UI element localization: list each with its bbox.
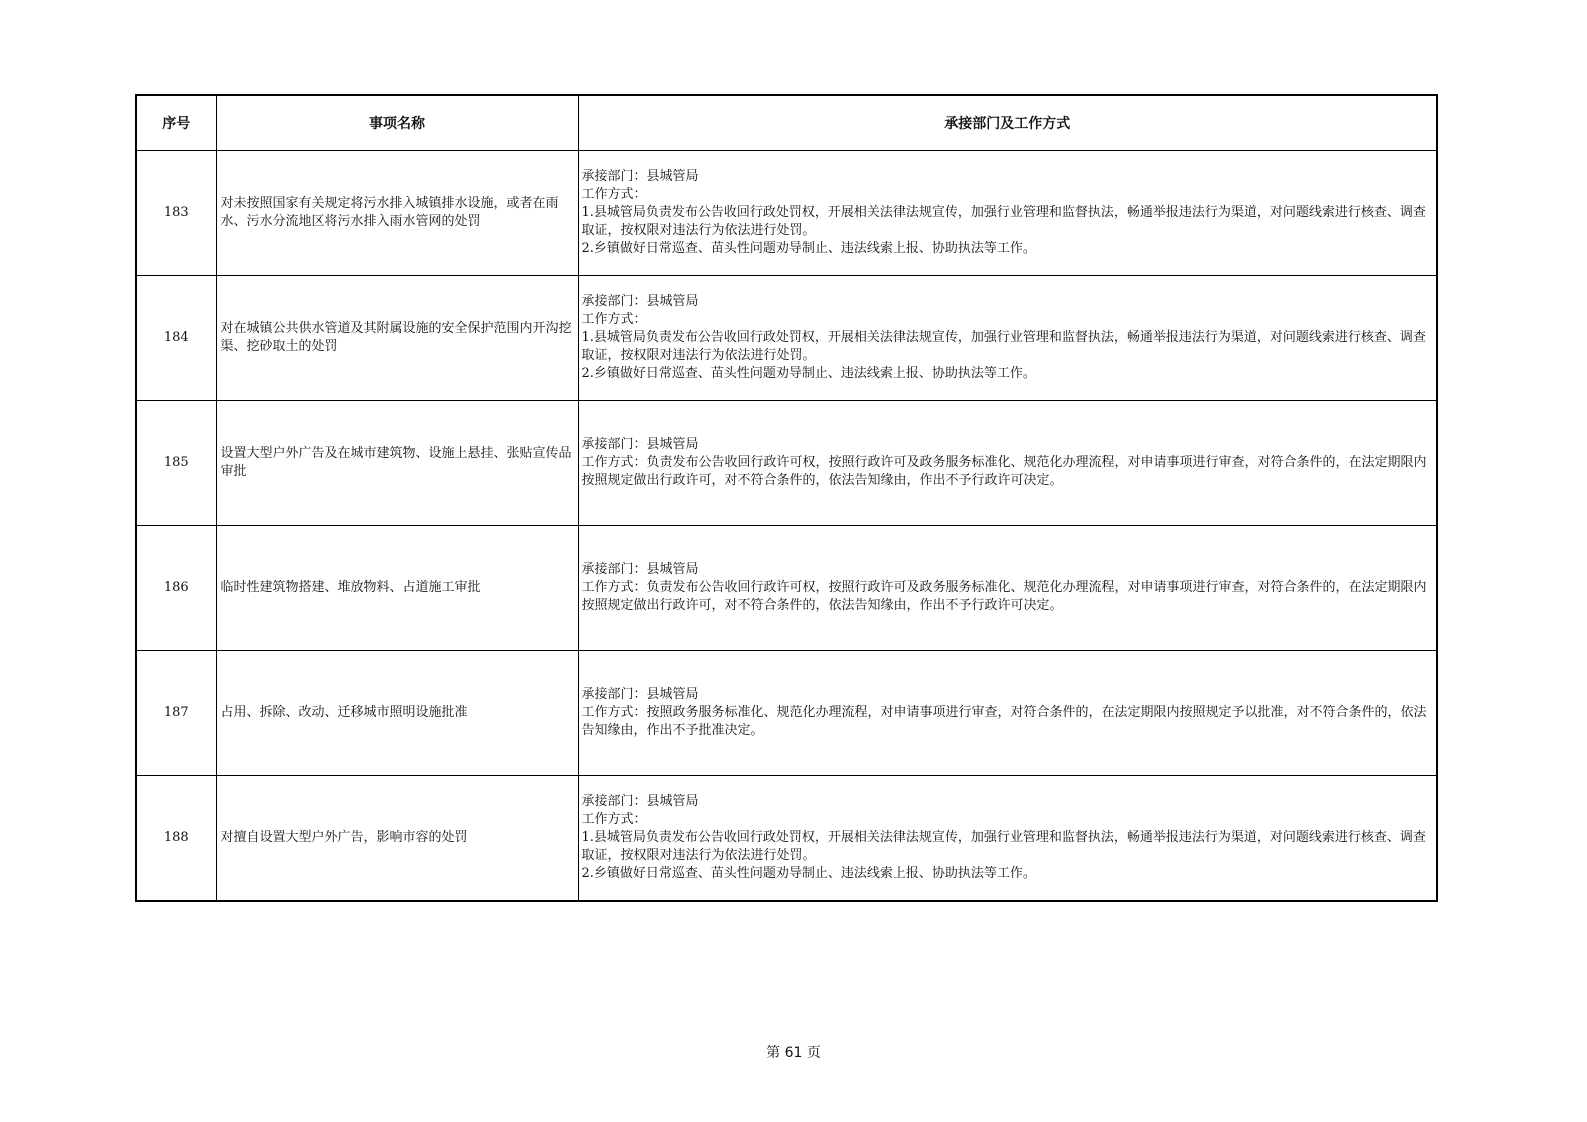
dept-and-method	[578, 776, 1437, 902]
method-line: 2.乡镇做好日常巡查、苗头性问题劝导制止、违法线索上报、协助执法等工作。	[581, 866, 1036, 881]
header-serial-number: 序号	[136, 95, 216, 151]
dept-and-method	[578, 401, 1437, 526]
item-name: 设置大型户外广告及在城市建筑物、设施上悬挂、张贴宣传品审批	[216, 401, 578, 526]
dept-line: 承接部门：县城管局	[581, 794, 699, 809]
table-header-row	[136, 95, 1437, 151]
serial-number: 188	[136, 776, 216, 902]
dept-line: 承接部门：县城管局	[581, 437, 699, 452]
serial-number: 183	[136, 151, 216, 276]
method-line: 2.乡镇做好日常巡查、苗头性问题劝导制止、违法线索上报、协助执法等工作。	[581, 366, 1036, 381]
serial-number: 185	[136, 401, 216, 526]
serial-number: 187	[136, 651, 216, 776]
item-name: 对未按照国家有关规定将污水排入城镇排水设施，或者在雨水、污水分流地区将污水排入雨水管网的处罚	[216, 151, 578, 276]
dept-and-method	[578, 276, 1437, 401]
header-item-name: 事项名称	[216, 95, 578, 151]
method-line: 工作方式：	[581, 187, 647, 202]
method-line: 工作方式：负责发布公告收回行政许可权，按照行政许可及政务服务标准化、规范化办理流程，对申请事项进行审查，对符合条件的，在法定期限内按照规定做出行政许可，对不符合条件的，依法告知缘由，作出不予行政许可决定。	[581, 580, 1427, 613]
table-row	[136, 401, 1437, 526]
method-line: 1.县城管局负责发布公告收回行政处罚权，开展相关法律法规宣传，加强行业管理和监督执法，畅通举报违法行为渠道，对问题线索进行核查、调查取证，按权限对违法行为依法进行处罚。	[581, 205, 1426, 238]
method-line: 1.县城管局负责发布公告收回行政处罚权，开展相关法律法规宣传，加强行业管理和监督执法，畅通举报违法行为渠道，对问题线索进行核查、调查取证，按权限对违法行为依法进行处罚。	[581, 830, 1426, 863]
method-line: 工作方式：按照政务服务标准化、规范化办理流程，对申请事项进行审查，对符合条件的，在法定期限内按照规定予以批准，对不符合条件的，依法告知缘由，作出不予批准决定。	[581, 705, 1427, 738]
serial-number: 184	[136, 276, 216, 401]
item-name: 对擅自设置大型户外广告，影响市容的处罚	[216, 776, 578, 902]
table-row	[136, 151, 1437, 276]
page-number: 第 61 页	[766, 1045, 821, 1061]
dept-line: 承接部门：县城管局	[581, 687, 699, 702]
dept-and-method	[578, 651, 1437, 776]
method-line: 1.县城管局负责发布公告收回行政处罚权，开展相关法律法规宣传，加强行业管理和监督执法，畅通举报违法行为渠道，对问题线索进行核查、调查取证，按权限对违法行为依法进行处罚。	[581, 330, 1426, 363]
dept-line: 承接部门：县城管局	[581, 562, 699, 577]
method-line: 工作方式：	[581, 812, 647, 827]
item-table	[135, 94, 1438, 902]
dept-and-method	[578, 151, 1437, 276]
table-row	[136, 276, 1437, 401]
item-name: 对在城镇公共供水管道及其附属设施的安全保护范围内开沟挖渠、挖砂取土的处罚	[216, 276, 578, 401]
method-line: 2.乡镇做好日常巡查、苗头性问题劝导制止、违法线索上报、协助执法等工作。	[581, 241, 1036, 256]
method-line: 工作方式：负责发布公告收回行政许可权，按照行政许可及政务服务标准化、规范化办理流程，对申请事项进行审查，对符合条件的，在法定期限内按照规定做出行政许可，对不符合条件的，依法告知缘由，作出不予行政许可决定。	[581, 455, 1427, 488]
item-name: 占用、拆除、改动、迁移城市照明设施批准	[216, 651, 578, 776]
table-row	[136, 526, 1437, 651]
table-row	[136, 776, 1437, 902]
item-name: 临时性建筑物搭建、堆放物料、占道施工审批	[216, 526, 578, 651]
dept-and-method	[578, 526, 1437, 651]
header-dept-and-method: 承接部门及工作方式	[578, 95, 1437, 151]
dept-line: 承接部门：县城管局	[581, 169, 699, 184]
dept-line: 承接部门：县城管局	[581, 294, 699, 309]
method-line: 工作方式：	[581, 312, 647, 327]
serial-number: 186	[136, 526, 216, 651]
table-row	[136, 651, 1437, 776]
